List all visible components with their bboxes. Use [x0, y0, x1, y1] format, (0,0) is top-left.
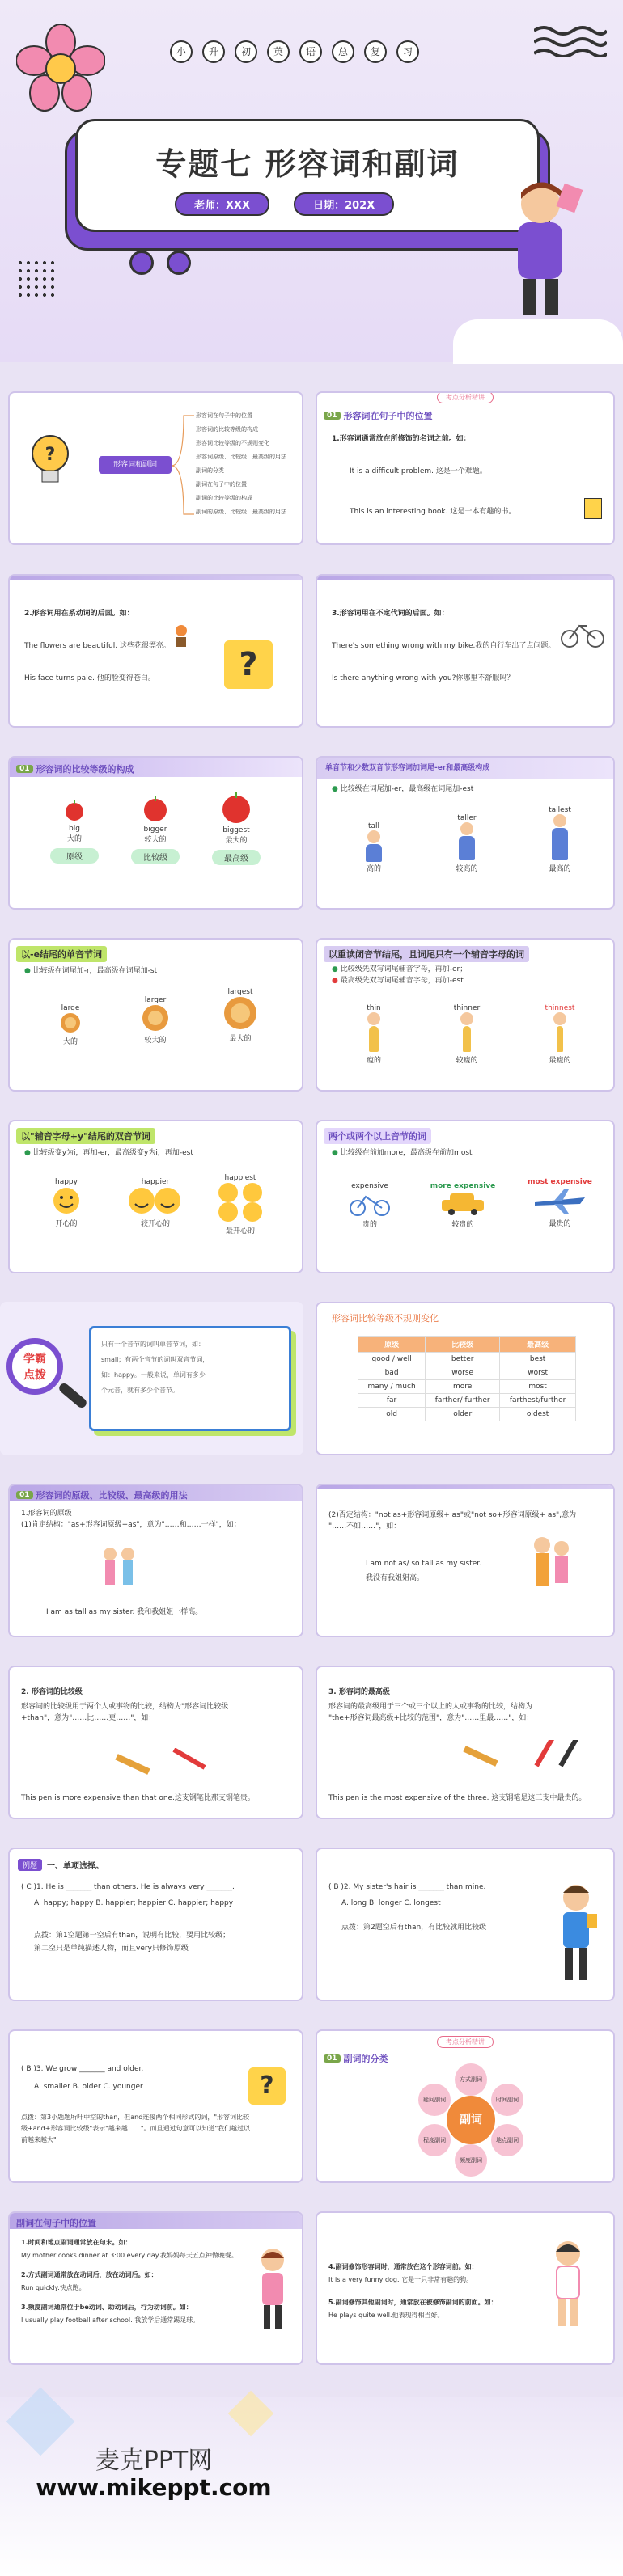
brand-url-text[interactable]: www.mikeppt.com	[36, 2474, 272, 2501]
banner-char: 英	[267, 40, 290, 63]
rule-text: 1.形容词的原级	[21, 1510, 72, 1518]
slide-double-consonant	[316, 938, 615, 1092]
apple-icon	[219, 790, 253, 824]
options-text: A. smaller B. older C. younger	[34, 2083, 143, 2091]
table-cell: far	[358, 1394, 426, 1408]
table-row	[358, 1394, 576, 1408]
section-tag: 考点分析精讲	[437, 2036, 494, 2048]
top-stripe	[317, 1485, 613, 1489]
circles-decoration	[129, 251, 191, 275]
tip-line: 只有一个音节的词叫单音节词，如：	[101, 1341, 205, 1348]
banner-char: 习	[396, 40, 419, 63]
word-en: more expensive	[430, 1182, 496, 1190]
word-en: tallest	[549, 806, 571, 814]
apple-icon	[62, 798, 87, 822]
rule-text-content: 比较级在词尾加-er，最高级在词尾加-est	[340, 785, 474, 793]
slide-adj-after-linking	[8, 574, 303, 728]
question-text: ( C )1. He is _______ than others. He is always very _______.	[21, 1883, 235, 1891]
smiley-icon	[52, 1186, 81, 1215]
rule-text: 2.形容词用在系动词的后面。如：	[24, 610, 134, 618]
mindmap-branch: 副词的分类	[196, 467, 224, 474]
tip-line: 个元音，就有多少个音节。	[101, 1387, 179, 1394]
slide-not-as	[316, 1484, 615, 1637]
table-header: 最高级	[500, 1337, 576, 1353]
magnifier-badge	[6, 1338, 63, 1395]
table-cell: good / well	[358, 1353, 426, 1366]
apple-item	[212, 790, 261, 865]
person-item	[350, 822, 398, 873]
tip-line: 如：happy。一般来说，单词有多少	[101, 1371, 206, 1379]
slide-header: 单音节和少数双音节形容词加词尾-er和最高级构成	[317, 758, 613, 779]
mindmap-branch: 形容词的比较等级的构成	[196, 426, 258, 433]
options-text: A. happy; happy B. happier; happier C. happier; happy	[34, 1899, 234, 1907]
rule-text: 2.方式副词通常放在动词后，放在动词后。如：	[21, 2271, 158, 2278]
slide-as-as	[8, 1484, 303, 1637]
word-cn: 大的	[62, 1038, 78, 1046]
word-en: taller	[457, 814, 477, 822]
explanation-text: 点拨：第3小题题所叶中空的than，但and连接两个相同形式的词，"形容词比较	[21, 2114, 249, 2121]
title-panel	[65, 129, 550, 251]
example-text: The flowers are beautiful. 这些花很漂亮。	[24, 642, 171, 650]
apple-icon	[141, 794, 170, 823]
word-cn: 最瘦的	[549, 1057, 571, 1065]
airplane-icon	[532, 1186, 588, 1215]
section-tag: 考点分析精讲	[437, 391, 494, 403]
slide-exercise-3	[8, 2029, 303, 2183]
slide-e-ending	[8, 938, 303, 1092]
explanation-text: 级+and+形容词比较级"表示"越来越……"。而且通过句意可以知道"我们越过以	[21, 2125, 251, 2132]
banner-char: 初	[235, 40, 257, 63]
girl-illustration	[544, 2237, 592, 2334]
slide-header: 以-e结尾的单音节词	[16, 946, 107, 962]
girls-illustration	[528, 1534, 576, 1598]
vehicle-item	[337, 1182, 402, 1229]
top-stripe	[10, 576, 302, 580]
banner-char: 复	[364, 40, 387, 63]
section-subtitle: 2. 形容词的比较级	[21, 1688, 83, 1696]
example-text: Is there anything wrong with you?你哪里不舒服吗？	[332, 674, 515, 682]
word-cn: 较大的	[144, 836, 167, 844]
emoji-item	[123, 1178, 188, 1228]
word-cn: 最大的	[229, 1035, 252, 1043]
question-text: ( B )3. We grow _______ and older.	[21, 2065, 144, 2073]
boy-icon	[551, 814, 569, 863]
rule-text: 形容词的比较级用于两个人或事物的比较，结构为"形容词比较级	[21, 1703, 229, 1711]
man-icon	[365, 1012, 383, 1054]
mindmap-branches	[196, 409, 286, 519]
table-cell: worse	[426, 1366, 500, 1380]
slide-adj-position	[316, 391, 615, 545]
options-text: A. long B. longer C. longest	[341, 1899, 441, 1907]
slide-header: 以"辅音字母+y"结尾的双音节词	[16, 1128, 155, 1144]
word-en: happy	[55, 1178, 78, 1186]
person-item	[443, 1004, 491, 1065]
teacher-label: 老师：XXX	[175, 192, 269, 216]
word-cn: 开心的	[55, 1220, 78, 1228]
slide-header: 以重读闭音节结尾，且词尾只有一个辅音字母的词	[324, 946, 529, 962]
student-illustration	[494, 178, 583, 332]
example-text: I am as tall as my sister. 我和我姐姐一样高。	[46, 1608, 203, 1616]
rule-text: 1.形容词通常放在所修饰的名词之前。如：	[332, 435, 471, 443]
cloud-decoration	[453, 319, 623, 364]
word-en: big	[69, 825, 80, 833]
table-cell: older	[426, 1408, 500, 1421]
person-item	[443, 814, 491, 873]
table-cell: worst	[500, 1366, 576, 1380]
word-cn: 较贵的	[451, 1221, 474, 1229]
emoji-item	[212, 1174, 269, 1235]
word-cn: 较大的	[144, 1037, 167, 1045]
section-title-text: 形容词的原级、比较级、最高级的用法	[36, 1490, 188, 1501]
petal: 时间副词	[491, 2084, 523, 2116]
person-item	[350, 1004, 398, 1065]
mindmap-branch: 副词的比较等级的构成	[196, 495, 252, 501]
table-cell: farthest/further	[500, 1394, 576, 1408]
flowerpot-icon	[172, 624, 191, 648]
man-icon	[551, 1012, 569, 1054]
rule-text: 形容词的最高级用于三个或三个以上的人或事物的比较，结构为	[328, 1703, 533, 1711]
example-text: There's something wrong with my bike.我的自行车出了点问题。	[332, 642, 556, 650]
example-text: It is a very funny dog. 它是一只非常有趣的狗。	[328, 2276, 473, 2283]
section-title	[16, 1489, 188, 1501]
rule-text: +than"，意为"……比……更……"，如：	[21, 1714, 156, 1722]
explanation-text: 点拨：第1空题第一空后有than，说明有比较，要用比较级；	[34, 1932, 231, 1940]
date-label: 日期：202X	[294, 192, 394, 216]
table-cell: farther/ further	[426, 1394, 500, 1408]
magnifier-handle	[57, 1382, 88, 1410]
slide-adj-after-pronoun	[316, 574, 615, 728]
rule-text: "the+形容词最高级+比较的范围"，意为"……里最……"，如：	[328, 1714, 534, 1722]
lion-icon	[60, 1012, 81, 1033]
word-en: larger	[144, 996, 167, 1004]
brand-url[interactable]	[0, 2474, 307, 2501]
slide-irregular	[316, 1302, 615, 1455]
mindmap-branch: 副词在句子中的位置	[196, 481, 247, 488]
word-en: large	[61, 1004, 80, 1012]
word-cn: 最大的	[225, 837, 248, 845]
rule-text: 3.形容词用在不定代词的后面。如：	[332, 610, 449, 618]
rule-text: 5.副词修饰其他副词时，通常放在被修饰副词的前面。如：	[328, 2299, 498, 2306]
explanation-text: 第二空只是单纯描述人物，而且very只修饰原级	[34, 1945, 189, 1953]
rule-text: ● 最高级先双写词尾辅音字母，再加-est	[332, 977, 464, 985]
petal: 疑问副词	[418, 2084, 451, 2116]
wave-decoration	[534, 24, 607, 57]
word-cn: 最开心的	[225, 1227, 255, 1235]
word-cn: 最贵的	[549, 1220, 571, 1228]
dot-grid-decoration	[16, 259, 57, 299]
brand-name: 麦克PPT网	[95, 2447, 213, 2475]
rule-text: ● 比较级变y为i，再加-er，最高级变y为i，再加-est	[24, 1149, 193, 1157]
pen-icon	[115, 1748, 212, 1783]
degree-tag: 最高级	[212, 850, 261, 865]
slide-comparative	[8, 1666, 303, 1819]
section-title-text: 副词在句子中的位置	[16, 2218, 96, 2228]
table-header: 原级	[358, 1337, 426, 1353]
word-en: tall	[367, 822, 380, 830]
section-number: 01	[324, 412, 341, 420]
table-cell: most	[500, 1380, 576, 1394]
rule-text-content: 比较级在词尾加-r，最高级在词尾加-st	[32, 967, 158, 975]
table-header: 比较级	[426, 1337, 500, 1353]
degree-tag: 原级	[50, 848, 99, 864]
person-item	[536, 806, 584, 873]
slide-y-ending	[8, 1120, 303, 1273]
lion-icon	[142, 1004, 169, 1032]
table-cell: best	[500, 1353, 576, 1366]
word-cn: 较开心的	[140, 1220, 170, 1228]
badge-text: 学霸	[23, 1353, 46, 1366]
tip-card	[89, 1326, 291, 1431]
slide-exercise-1	[8, 1848, 303, 2001]
table-row	[358, 1366, 576, 1380]
rule-text-content: 最高级先双写词尾辅音字母，再加-est	[340, 977, 464, 985]
mindmap-connectors	[172, 409, 196, 522]
slide-superlative	[316, 1666, 615, 1819]
lion-icon	[223, 996, 257, 1030]
adverb-diagram	[414, 2063, 528, 2177]
question-icon: ?	[224, 640, 273, 689]
table-cell: old	[358, 1408, 426, 1421]
bike-icon	[560, 616, 605, 651]
section-subtitle: 3. 形容词的最高级	[328, 1688, 390, 1696]
vehicle-item	[426, 1182, 499, 1229]
petal: 频度副词	[455, 2144, 487, 2177]
banner-char: 升	[202, 40, 225, 63]
slide-more-most	[316, 1120, 615, 1273]
table-cell: oldest	[500, 1408, 576, 1421]
example-text: His face turns pale. 他的脸变得苍白。	[24, 674, 155, 682]
section-number: 01	[16, 1491, 33, 1499]
example-text: It is a difficult problem. 这是一个难题。	[350, 467, 487, 475]
slide-exercise-2	[316, 1848, 615, 2001]
pen-icon	[463, 1740, 584, 1783]
word-en: most expensive	[528, 1178, 592, 1186]
car-icon	[439, 1190, 487, 1216]
lightbulb-icon	[30, 433, 70, 492]
svg-text:?: ?	[44, 445, 56, 465]
irregular-table	[358, 1336, 576, 1421]
section-title: 01 形容词的比较等级的构成	[16, 762, 134, 775]
word-en: biggest	[222, 826, 250, 834]
flower-decoration	[16, 24, 105, 113]
table-cell: bad	[358, 1366, 426, 1380]
banner-char: 语	[299, 40, 322, 63]
petal: 程度副词	[418, 2124, 451, 2156]
example-text: He plays quite well.他表现得相当好。	[328, 2312, 444, 2319]
word-cn: 较瘦的	[456, 1057, 478, 1065]
emoji-item	[42, 1178, 91, 1228]
girls-illustration	[99, 1546, 139, 1594]
badge-text: 点拨	[23, 1369, 46, 1382]
example-text: This pen is the most expensive of the three. 这支钢笔是这三支中最贵的。	[328, 1794, 587, 1802]
degree-tag: 比较级	[131, 849, 180, 864]
section-title	[324, 2052, 388, 2065]
rule-text-content: 比较级在前加more，最高级在前加most	[340, 1149, 473, 1157]
example-text: I am not as/ so tall as my sister.	[366, 1560, 482, 1568]
banner	[170, 40, 419, 63]
lion-item	[46, 1004, 95, 1046]
rule-text: (2)否定结构："not as+形容词原级+ as"或"not so+形容词原级+ as",意为	[328, 1511, 577, 1519]
slide-overview	[8, 391, 303, 545]
slide-header: 两个或两个以上音节的词	[324, 1128, 431, 1144]
rule-text: (1)肯定结构："as+形容词原级+as"，意为"……和……一样"，如：	[21, 1521, 241, 1529]
word-en: thinner	[453, 1004, 481, 1012]
slide-comparison-forms	[8, 756, 303, 910]
rule-text: ● 比较级在词尾加-r，最高级在词尾加-st	[24, 967, 158, 975]
smiley-icon	[127, 1186, 184, 1215]
cover-title: 专题七 形容词和副词	[155, 146, 460, 182]
person-item	[536, 1004, 584, 1065]
slide-tip	[0, 1302, 303, 1455]
lion-item	[216, 988, 265, 1043]
word-cn: 贵的	[362, 1221, 377, 1229]
girl-illustration	[252, 2245, 293, 2334]
word-en: happier	[141, 1178, 170, 1186]
slide-adverb-position	[8, 2211, 303, 2365]
word-en: happiest	[224, 1174, 256, 1182]
rule-text-content: 比较级变y为i，再加-er，最高级变y为i，再加-est	[32, 1149, 193, 1157]
smiley-icon	[216, 1182, 265, 1223]
section-title: 形容词比较等级不规则变化	[332, 1313, 439, 1324]
section-title-text: 形容词的比较等级的构成	[36, 764, 134, 775]
example-text: My mother cooks dinner at 3:00 every day.我妈妈每天五点钟做晚餐。	[21, 2252, 238, 2259]
mindmap-center: 形容词和副词	[99, 456, 172, 474]
table-row	[358, 1353, 576, 1366]
lion-item	[131, 996, 180, 1045]
section-number: 01	[324, 2054, 341, 2063]
book-icon	[584, 498, 602, 519]
example-text: This is an interesting book. 这是一本有趣的书。	[350, 508, 516, 516]
word-cn: 最高的	[549, 865, 571, 873]
word-cn: 瘦的	[366, 1057, 381, 1065]
boy-icon	[365, 830, 383, 863]
example-text: I usually play football after school. 我放学后通常踢足球。	[21, 2316, 200, 2324]
table-cell: more	[426, 1380, 500, 1394]
word-en: bigger	[143, 826, 167, 834]
rule-text-content: 比较级先双写词尾辅音字母，再加-er；	[340, 965, 468, 973]
vehicle-item	[519, 1178, 600, 1228]
example-text: Run quickly.快点跑。	[21, 2284, 86, 2291]
tip-line: small；有两个音节的词叫双音节词，	[101, 1356, 210, 1363]
boy-icon	[458, 822, 476, 863]
rule-text: 4.副词修饰形容词时，通常放在这个形容词前。如：	[328, 2263, 478, 2270]
cover-slide	[0, 0, 623, 362]
section-title	[324, 409, 433, 422]
top-stripe	[317, 576, 613, 580]
mindmap-branch: 副词的原级、比较级、最高级的用法	[196, 509, 286, 515]
rule-text: ● 比较级在前加more，最高级在前加most	[332, 1149, 473, 1157]
word-cn: 高的	[366, 865, 381, 873]
word-cn: 大的	[66, 835, 82, 843]
apple-item	[50, 798, 99, 864]
table-row	[358, 1408, 576, 1421]
word-en: largest	[227, 988, 253, 996]
table-cell: many / much	[358, 1380, 426, 1394]
section-title-text: 副词的分类	[343, 2054, 388, 2064]
example-text: This pen is more expensive than that one.这支钢笔比那支钢笔贵。	[21, 1794, 255, 1802]
rule-text: 3.频度副词通常位于be动词、助动词后，行为动词前。如：	[21, 2304, 193, 2311]
apple-item	[131, 794, 180, 864]
petal: 地点副词	[491, 2124, 523, 2156]
man-icon	[458, 1012, 476, 1054]
exercise-header	[18, 1859, 104, 1871]
explanation-text: 前越来越大"	[21, 2136, 57, 2143]
exercise-tag: 例题	[18, 1859, 42, 1871]
mindmap-branch: 形容词比较等级的不规则变化	[196, 440, 269, 446]
exercise-subtitle: 一、单项选择。	[47, 1862, 104, 1871]
word-en: expensive	[351, 1182, 388, 1190]
slide-er-est	[316, 756, 615, 910]
word-en: thin	[367, 1004, 381, 1012]
word-cn: 较高的	[456, 865, 478, 873]
rule-text: 1.时间和地点副词通常放在句末。如：	[21, 2239, 132, 2246]
question-icon: ?	[248, 2067, 286, 2105]
section-title	[16, 2216, 96, 2229]
slide-adverb-modifiers	[316, 2211, 615, 2365]
word-en: thinnest	[545, 1004, 575, 1012]
mindmap-branch: 形容词在句子中的位置	[196, 412, 252, 419]
rule-text: "……不如……"，如：	[328, 1522, 401, 1531]
mindmap-branch: 形容词原级、比较级、最高级的用法	[196, 454, 286, 460]
explanation-text: 点拨：第2题空后有than，有比较就用比较级	[341, 1924, 487, 1932]
adverb-center: 副词	[447, 2096, 495, 2144]
table-cell: better	[426, 1353, 500, 1366]
section-title-text: 形容词在句子中的位置	[343, 411, 433, 421]
banner-char: 小	[170, 40, 193, 63]
bicycle-icon	[350, 1190, 390, 1216]
banner-char: 总	[332, 40, 354, 63]
slide-adverb-types	[316, 2029, 615, 2183]
rule-text: ● 比较级先双写词尾辅音字母，再加-er；	[332, 965, 468, 973]
rule-text: ● 比较级在词尾加-er，最高级在词尾加-est	[332, 785, 474, 793]
table-row	[358, 1380, 576, 1394]
example-text: 我没有我姐姐高。	[366, 1574, 425, 1582]
petal: 方式副词	[455, 2063, 487, 2096]
question-text: ( B )2. My sister's hair is _______ than mine.	[328, 1883, 486, 1891]
boy-illustration	[552, 1881, 600, 1987]
